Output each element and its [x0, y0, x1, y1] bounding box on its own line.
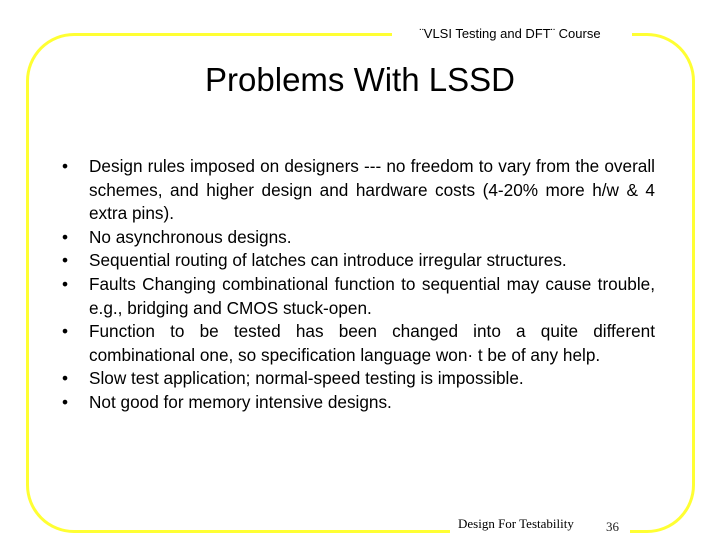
bullet-icon: •: [61, 156, 69, 176]
bullet-item: [58, 320, 655, 367]
bullet-text: Slow test application; normal-speed testing is impossible.: [89, 368, 524, 389]
bullet-text: Faults Changing combinational function to sequential may cause trouble, e.g., bridging and CMOS stuck-open.: [89, 273, 655, 318]
slide-title: Problems With LSSD: [205, 61, 515, 98]
page-number: 36: [606, 519, 619, 534]
bullet-text: Sequential routing of latches can introduce irregular structures.: [89, 250, 567, 271]
bullet-text: No asynchronous designs.: [89, 226, 292, 247]
bullet-text: Not good for memory intensive designs.: [89, 391, 392, 412]
bullet-item: [58, 367, 655, 391]
bullet-icon: •: [61, 226, 69, 247]
bullet-item: [58, 249, 655, 273]
bullet-icon: •: [61, 321, 69, 342]
bullet-item: [58, 391, 655, 415]
bullet-icon: •: [61, 250, 69, 271]
bullet-list: [58, 155, 655, 415]
bullet-text: Design rules imposed on designers --- no freedom to vary from the overall schemes, and higher design and hardware costs (4-20% more h/w & 4 extra pins).: [89, 156, 655, 224]
bullet-item: [58, 155, 655, 226]
footer-label: Design For Testability: [458, 516, 574, 531]
bullet-text: Function to be tested has been changed into a quite different combinational one, so specification language won· t be of any help.: [89, 321, 655, 365]
course-label: ¨VLSI Testing and DFT¨ Course: [419, 26, 601, 41]
bullet-icon: •: [61, 273, 69, 294]
bullet-item: [58, 273, 655, 320]
bullet-item: [58, 226, 655, 250]
bullet-icon: •: [61, 391, 69, 412]
bullet-icon: •: [61, 368, 69, 389]
